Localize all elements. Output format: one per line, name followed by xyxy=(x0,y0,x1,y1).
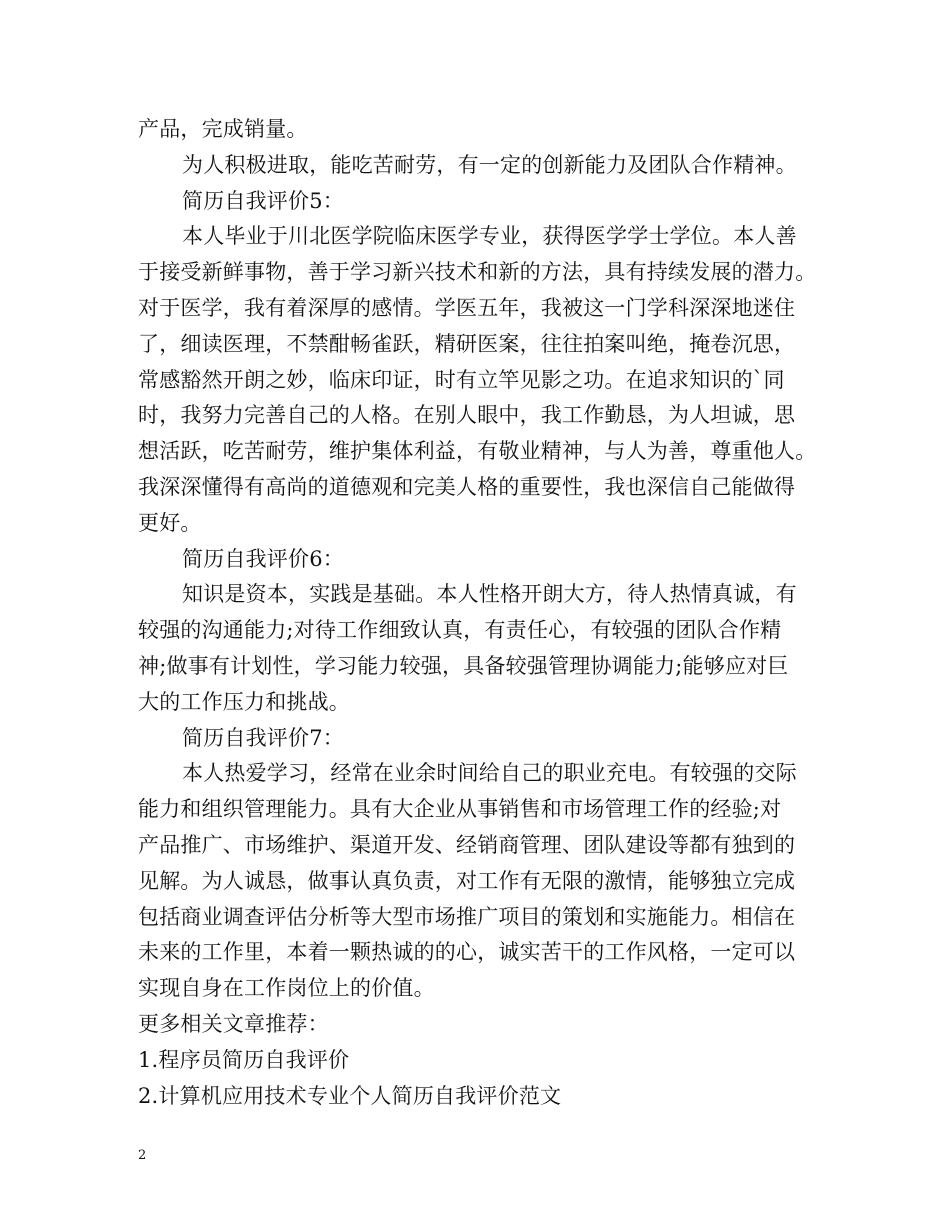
paragraph-line: 较强的沟通能力;对待工作细致认真，有责任心，有较强的团队合作精 xyxy=(138,618,782,643)
section-heading: 简历自我评价7： xyxy=(182,725,344,750)
paragraph-line: 包括商业调查评估分析等大型市场推广项目的策划和实施能力。相信在 xyxy=(138,904,796,929)
paragraph-line: 产品推广、市场维护、渠道开发、经销商管理、团队建设等都有独到的 xyxy=(138,832,796,857)
document-body xyxy=(138,112,828,1114)
paragraph-line: 时，我努力完善自己的人格。在别人眼中，我工作勤恳，为人坦诚，思 xyxy=(138,403,796,428)
paragraph-line: 产品，完成销量。 xyxy=(138,117,308,141)
paragraph-line: 大的工作压力和挑战。 xyxy=(138,689,350,714)
section-heading: 简历自我评价6： xyxy=(182,546,344,571)
paragraph-line: 了，细读医理，不禁酣畅雀跃，精研医案，往往拍案叫绝，掩卷沉思， xyxy=(138,331,796,356)
paragraph-line: 我深深懂得有高尚的道德观和完美人格的重要性，我也深信自己能做得 xyxy=(138,474,796,499)
paragraph-line: 神;做事有计划性，学习能力较强，具备较强管理协调能力;能够应对巨 xyxy=(138,653,789,678)
paragraph-line: 实现自身在工作岗位上的价值。 xyxy=(138,976,435,1001)
section-heading: 简历自我评价5： xyxy=(182,188,344,213)
paragraph-line: 为人积极进取，能吃苦耐劳，有一定的创新能力及团队合作精神。 xyxy=(182,152,797,177)
paragraph-line: 知识是资本，实践是基础。本人性格开朗大方，待人热情真诚，有 xyxy=(182,582,797,607)
paragraph-line: 常感豁然开朗之妙，临床印证，时有立竿见影之功。在追求知识的`同 xyxy=(138,367,785,392)
related-article-link[interactable]: 1.程序员简历自我评价 xyxy=(138,1047,350,1072)
paragraph-line: 于接受新鲜事物，善于学习新兴技术和新的方法，具有持续发展的潜力。 xyxy=(138,260,817,285)
paragraph-line: 对于医学，我有着深厚的感情。学医五年，我被这一门学科深深地迷住 xyxy=(138,295,796,320)
paragraph-line: 见解。为人诚恳，做事认真负责，对工作有无限的激情，能够独立完成 xyxy=(138,868,796,893)
related-article-link[interactable]: 2.计算机应用技术专业个人简历自我评价范文 xyxy=(138,1083,562,1108)
paragraph-line: 想活跃，吃苦耐劳，维护集体利益，有敬业精神，与人为善，尊重他人。 xyxy=(138,439,817,464)
page-number: 2 xyxy=(138,1148,147,1163)
related-articles-heading: 更多相关文章推荐： xyxy=(138,1011,329,1036)
paragraph-line: 未来的工作里，本着一颗热诚的的心，诚实苦干的工作风格，一定可以 xyxy=(138,940,796,965)
paragraph-line: 本人毕业于川北医学院临床医学专业，获得医学学士学位。本人善 xyxy=(182,224,797,249)
paragraph-line: 更好。 xyxy=(138,510,202,535)
paragraph-line: 本人热爱学习，经常在业余时间给自己的职业充电。有较强的交际 xyxy=(182,761,797,786)
paragraph-line: 能力和组织管理能力。具有大企业从事销售和市场管理工作的经验;对 xyxy=(138,797,782,822)
